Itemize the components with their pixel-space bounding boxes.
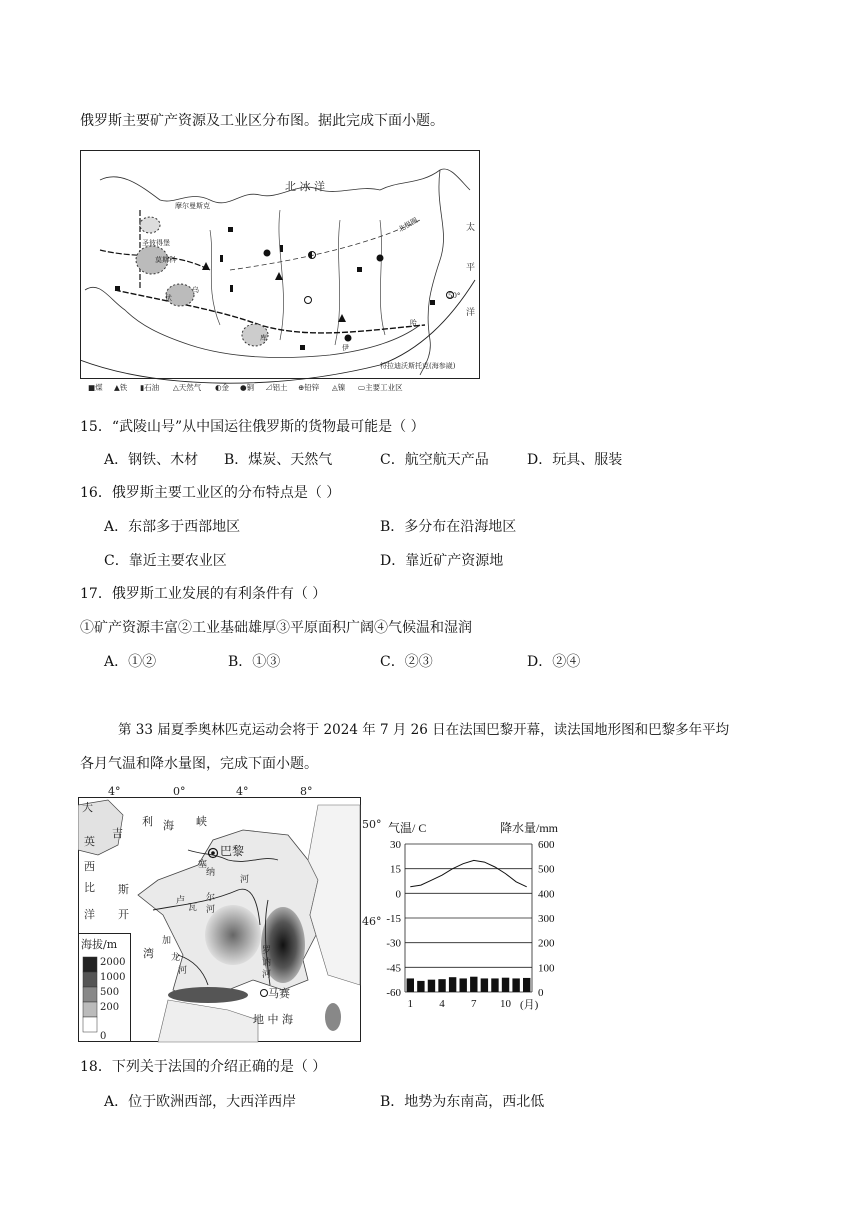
precip-tick-label: 400: [538, 888, 555, 901]
precip-bar: [449, 977, 456, 992]
q15-option-a[interactable]: A．钢铁、木材: [104, 452, 199, 468]
legend-gas: △天然气: [173, 383, 202, 392]
lon-label-1: 4°: [108, 785, 121, 798]
legend-elev-2000: 2000: [100, 957, 126, 968]
label-rhone-1: 罗: [262, 946, 272, 956]
label-garonne-1: 加: [162, 936, 172, 946]
label-strait-1: 大: [82, 801, 93, 814]
label-moscow: 莫斯科: [155, 256, 176, 264]
label-ural: 乌: [192, 286, 199, 294]
temp-tick-label: 30: [390, 839, 401, 851]
chart-temp-axis-label: 气温/ C: [388, 821, 427, 835]
label-pacific-2: 平: [466, 263, 476, 273]
q15-stem: 15．“武陵山号”从中国运往俄罗斯的货物最可能是（ ）: [80, 419, 425, 435]
precip-bar: [417, 981, 424, 992]
precip-bar: [502, 978, 509, 992]
label-channel-1: 英: [84, 835, 95, 848]
temp-tick-label: -60: [386, 987, 401, 999]
label-stpetersburg: 圣彼得堡: [142, 239, 170, 247]
label-rhone-3: 河: [262, 970, 272, 980]
q17-option-b[interactable]: B．①③: [228, 654, 281, 670]
q18-option-a[interactable]: A．位于欧洲西部，大西洋西岸: [104, 1094, 297, 1110]
legend-coal: ■煤: [88, 383, 103, 392]
intro-russia: 俄罗斯主要矿产资源及工业区分布图。据此完成下面小题。: [80, 113, 444, 129]
label-mediterranean: 地 中 海: [253, 1013, 293, 1026]
label-paris: 巴黎: [220, 844, 245, 858]
q15-option-c[interactable]: C．航空航天产品: [380, 452, 489, 468]
temp-tick-label: 15: [390, 863, 401, 876]
month-tick-label: 7: [471, 998, 477, 1010]
temp-tick-label: 0: [395, 888, 401, 901]
precip-tick-label: 100: [538, 962, 555, 975]
label-loire-2: 瓦: [188, 903, 198, 913]
paris-climate-chart: [370, 812, 580, 1012]
legend-elev-500: 500: [100, 987, 120, 998]
label-rhone-2: 讷: [262, 958, 272, 968]
label-bay-2: 斯: [118, 883, 129, 896]
label-pacific-1: 太: [466, 223, 476, 233]
precip-bar: [407, 978, 414, 992]
q18-option-b[interactable]: B．地势为东南高，西北低: [380, 1094, 545, 1110]
intro-france-line1: 第 33 届夏季奥林匹克运动会将于 2024 年 7 月 26 日在法国巴黎开幕，读法国地形图和巴黎多年平均: [118, 722, 730, 738]
month-tick-label: 4: [439, 998, 445, 1010]
q18-stem: 18．下列关于法国的介绍正确的是（ ）: [80, 1059, 327, 1075]
temp-tick-label: -30: [386, 937, 401, 950]
legend-iron: ▲铁: [114, 383, 128, 392]
label-kha: 哈: [410, 319, 417, 327]
chart-x-unit: (月): [520, 999, 539, 1011]
label-volga: 伏: [165, 294, 172, 302]
q17-option-a[interactable]: A．①②: [104, 654, 157, 670]
label-murmansk: 摩尔曼斯克: [175, 202, 210, 210]
lon-label-4: 8°: [300, 785, 313, 798]
label-atlantic-1: 西: [84, 860, 95, 873]
q16-option-d[interactable]: D．靠近矿产资源地: [380, 553, 504, 569]
label-seine-3: 河: [240, 875, 250, 885]
q15-option-d[interactable]: D．玩具、服装: [527, 452, 623, 468]
lat-label-46: 46°: [362, 915, 382, 928]
precip-tick-label: 300: [538, 913, 555, 925]
label-channel-2: 吉: [112, 827, 123, 840]
chart-precip-axis-label: 降水量/mm: [500, 821, 559, 835]
label-loire-1: 卢: [176, 896, 186, 906]
label-lat50: 50°: [448, 292, 461, 300]
label-loire-4: 河: [206, 905, 216, 915]
q16-option-a[interactable]: A．东部多于西部地区: [104, 519, 241, 535]
legend-bauxite: ⊿铝土: [265, 383, 288, 392]
q17-option-c[interactable]: C．②③: [380, 654, 433, 670]
lon-label-3: 4°: [236, 785, 249, 798]
legend-oil: ▮石油: [140, 383, 160, 392]
intro-france-line2: 各月气温和降水量图，完成下面小题。: [80, 756, 318, 772]
label-bay-1: 比: [84, 881, 95, 894]
temp-tick-label: -15: [386, 913, 401, 925]
legend-leadzinc: ⊕铅锌: [298, 383, 320, 392]
label-marseille: 马赛: [268, 987, 290, 1000]
precip-bar: [428, 980, 435, 992]
precip-bar: [523, 978, 530, 992]
label-arctic-ocean: 北 冰 洋: [285, 180, 325, 193]
label-seine-2: 纳: [206, 868, 216, 878]
precip-tick-label: 0: [538, 987, 544, 999]
label-kuz: 库: [260, 334, 267, 342]
label-strait-2: 利: [142, 815, 153, 828]
label-loire-3: 尔: [206, 893, 216, 903]
q15-option-b[interactable]: B．煤炭、天然气: [224, 452, 333, 468]
precip-bar: [481, 978, 488, 992]
label-bay-3: 开: [118, 908, 129, 921]
legend-elevation-title: 海拔/m: [81, 938, 118, 951]
label-garonne-2: 龙: [171, 953, 181, 963]
label-strait-3: 海: [163, 819, 174, 832]
russia-resource-map: [80, 150, 480, 394]
legend-gold: ◐金: [215, 383, 230, 392]
q16-option-c[interactable]: C．靠近主要农业区: [104, 553, 227, 569]
legend-elev-1000: 1000: [100, 972, 126, 983]
label-pacific-3: 洋: [466, 308, 476, 318]
legend-copper: ●铜: [240, 383, 255, 392]
temp-tick-label: -45: [386, 962, 401, 975]
month-tick-label: 10: [500, 998, 512, 1010]
precip-bar: [491, 978, 498, 992]
label-arctic-circle: 北极圈: [397, 216, 420, 234]
precip-bar: [470, 977, 477, 992]
label-seine-1: 塞: [198, 860, 208, 870]
precip-tick-label: 200: [538, 937, 555, 950]
precip-bar: [512, 978, 519, 992]
precip-tick-label: 600: [538, 839, 555, 851]
label-irk: 伊: [342, 344, 349, 352]
legend-nickel: ◬镍: [332, 383, 346, 392]
legend-elev-0: 0: [100, 1031, 107, 1042]
month-tick-label: 1: [407, 998, 414, 1010]
lon-label-2: 0°: [173, 785, 186, 798]
q16-option-b[interactable]: B．多分布在沿海地区: [380, 519, 517, 535]
label-bay-4: 湾: [143, 947, 154, 960]
label-atlantic-2: 洋: [84, 908, 95, 921]
label-garonne-3: 河: [178, 966, 188, 976]
legend-elev-200: 200: [100, 1002, 120, 1013]
france-terrain-map: [78, 785, 384, 1045]
q17-stem: 17．俄罗斯工业发展的有利条件有（ ）: [80, 586, 327, 602]
q16-stem: 16．俄罗斯主要工业区的分布特点是（ ）: [80, 485, 341, 501]
temperature-line: [410, 860, 526, 886]
precip-bar: [438, 979, 445, 992]
precip-tick-label: 500: [538, 863, 555, 876]
label-vladivostok: 符拉迪沃斯托克(海参崴): [380, 362, 456, 370]
precip-bar: [460, 978, 467, 992]
q17-option-d[interactable]: D．②④: [527, 654, 581, 670]
q17-statements: ①矿产资源丰富②工业基础雄厚③平原面积广阔④气候温和湿润: [80, 620, 472, 636]
legend-industrial: ▭主要工业区: [358, 383, 403, 392]
label-strait-4: 峡: [196, 815, 207, 828]
lat-label-50: 50°: [362, 818, 382, 831]
